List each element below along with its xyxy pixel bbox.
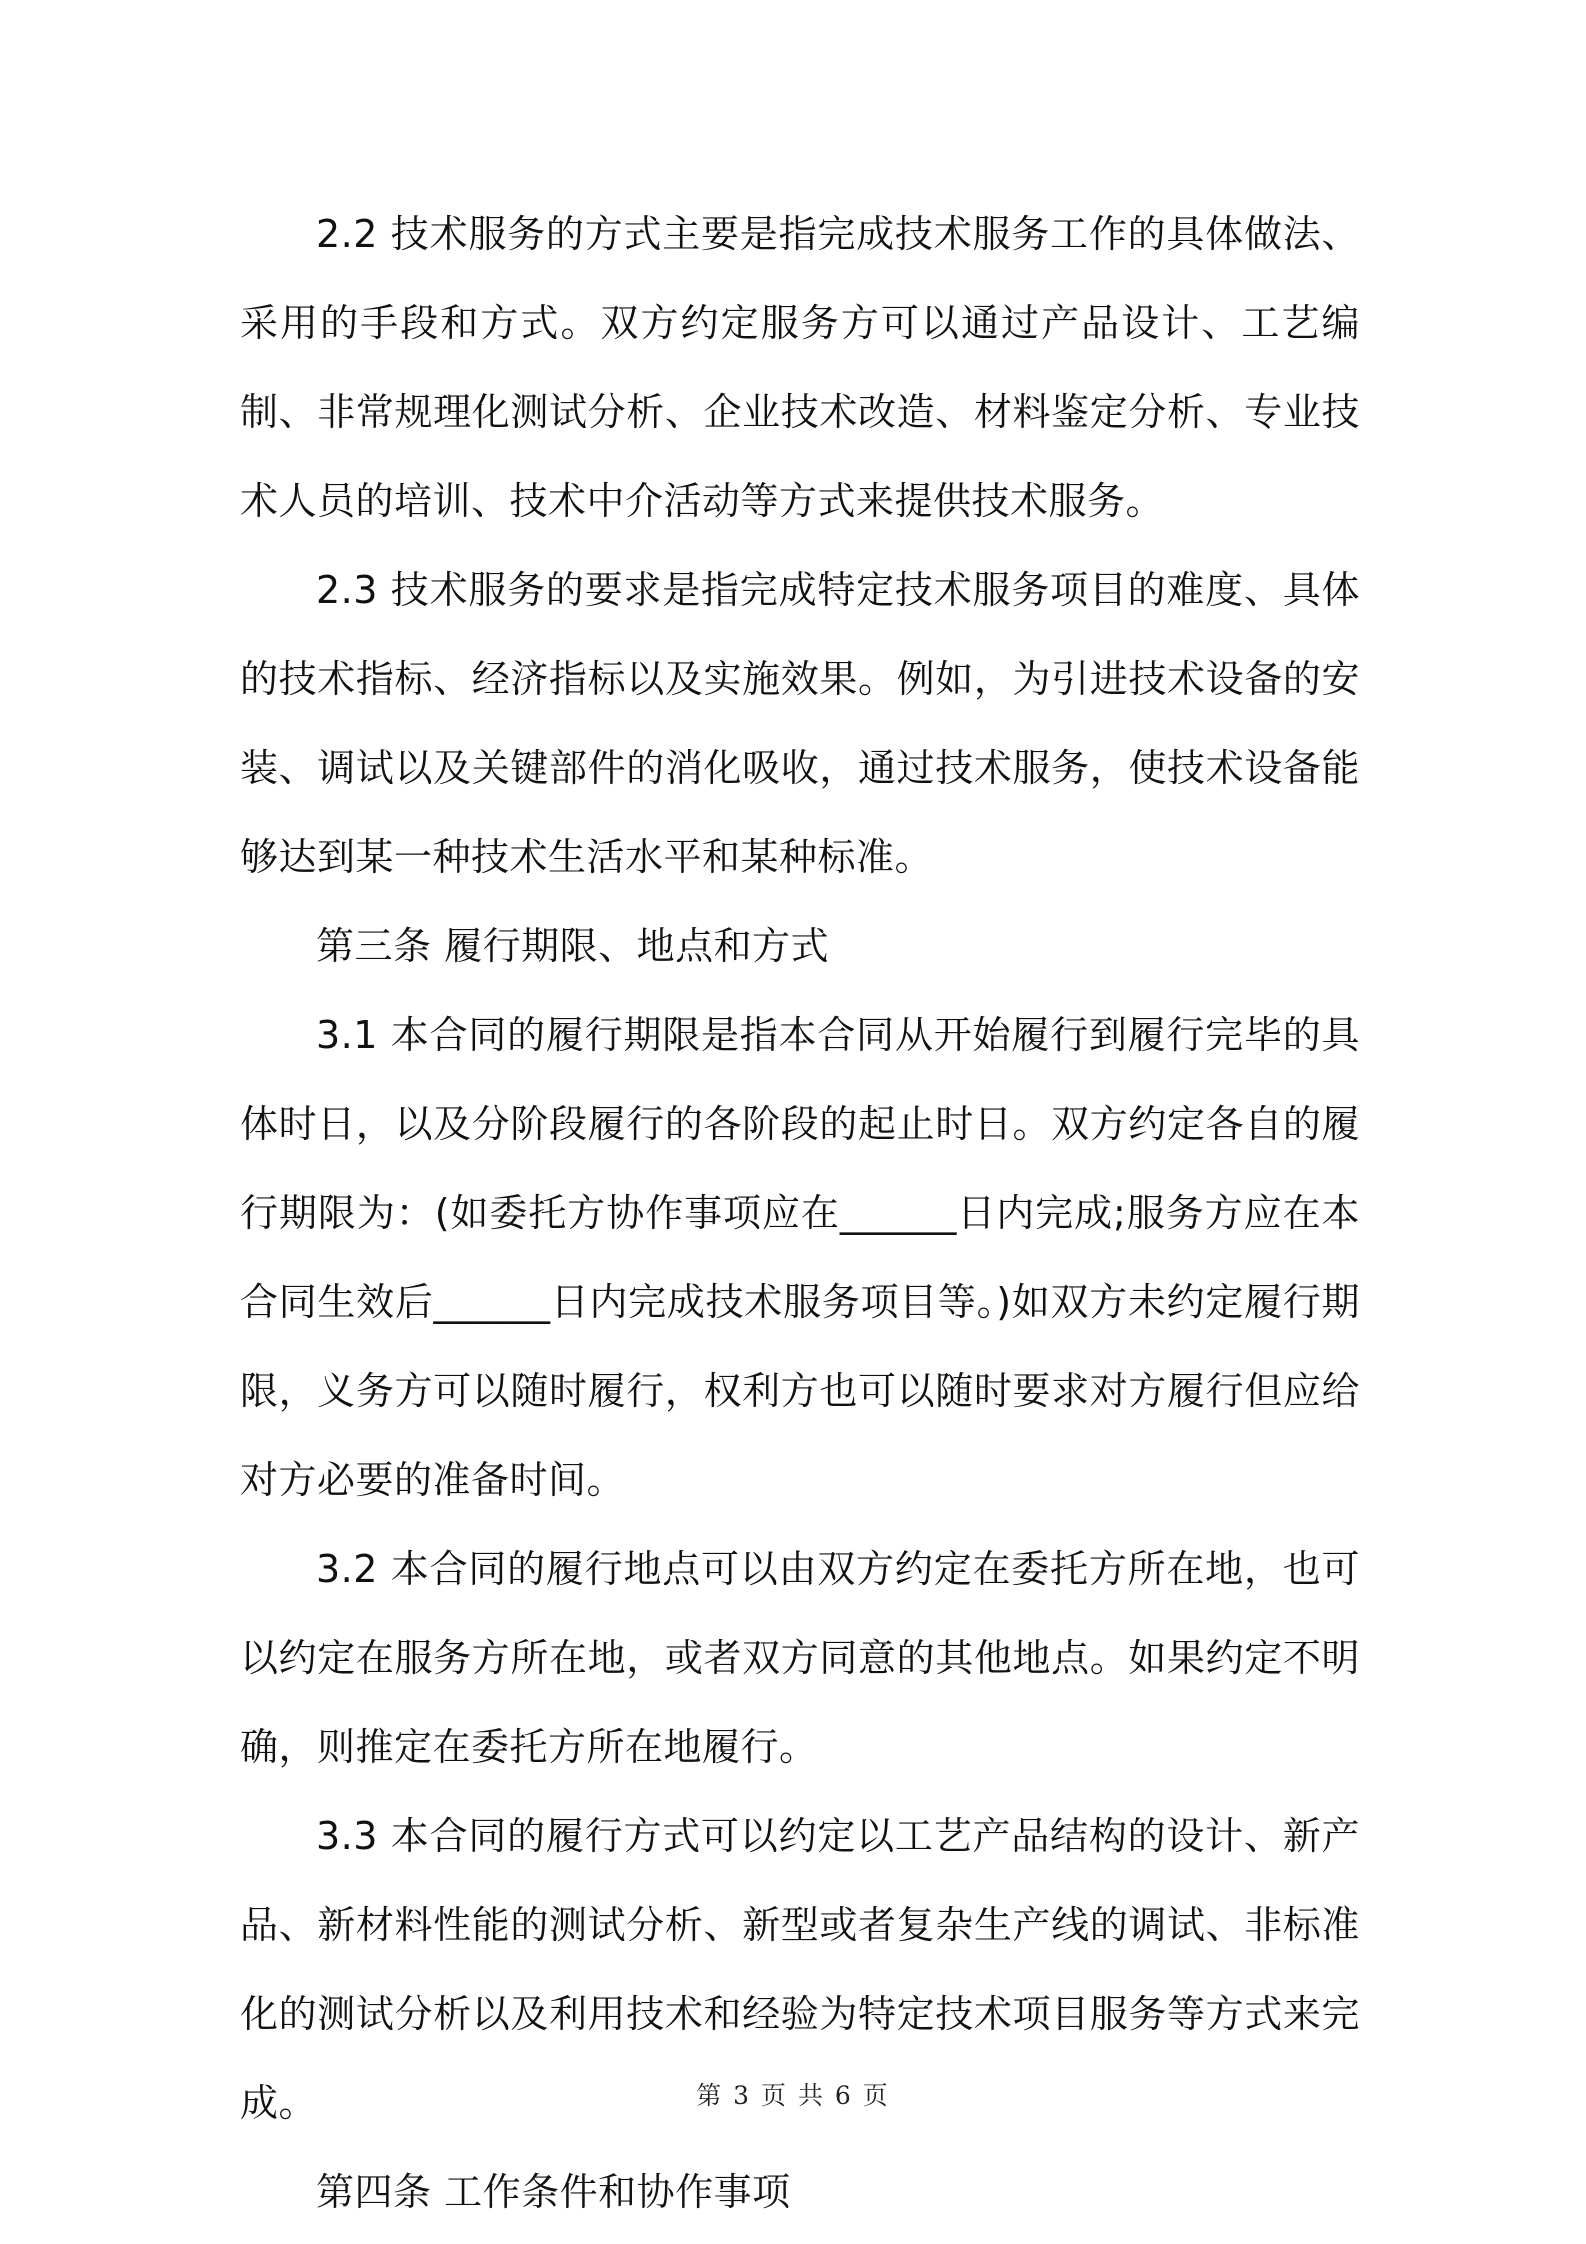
page-number-footer: 第 3 页 共 6 页 (696, 2081, 890, 2110)
article-4-heading: 第四条 工作条件和协作事项 (316, 2170, 791, 2214)
paragraph-2-2: 2.2 技术服务的方式主要是指完成技术服务工作的具体做法、采用的手段和方式。双方约定服务方可以通过产品设计、工艺编制、非常规理化测试分析、企业技术改造、材料鉴定分析、专业技术人员的培训、技术中介活动等方式来提供技术服务。 (240, 212, 1360, 523)
document-body (240, 190, 1360, 2237)
paragraph-3-2: 3.2 本合同的履行地点可以由双方约定在委托方所在地，也可以约定在服务方所在地，或者双方同意的其他地点。如果约定不明确，则推定在委托方所在地履行。 (240, 1547, 1360, 1769)
paragraph-2-3: 2.3 技术服务的要求是指完成特定技术服务项目的难度、具体的技术指标、经济指标以及实施效果。例如，为引进技术设备的安装、调试以及关键部件的消化吸收，通过技术服务，使技术设备能够达到某一种技术生活水平和某种标准。 (240, 568, 1360, 879)
paragraph-3-1: 3.1 本合同的履行期限是指本合同从开始履行到履行完毕的具体时日，以及分阶段履行的各阶段的起止时日。双方约定各自的履行期限为：(如委托方协作事项应在______日内完成;服务方应在本合同生效后______日内完成技术服务项目等。)如双方未约定履行期限，义务方可以随时履行，权利方也可以随时要求对方履行但应给对方必要的准备时间。 (240, 1013, 1360, 1502)
article-3-heading: 第三条 履行期限、地点和方式 (316, 924, 830, 968)
paragraph-3-3: 3.3 本合同的履行方式可以约定以工艺产品结构的设计、新产品、新材料性能的测试分析、新型或者复杂生产线的调试、非标准化的测试分析以及利用技术和经验为特定技术项目服务等方式来完成。 (240, 1814, 1360, 2125)
